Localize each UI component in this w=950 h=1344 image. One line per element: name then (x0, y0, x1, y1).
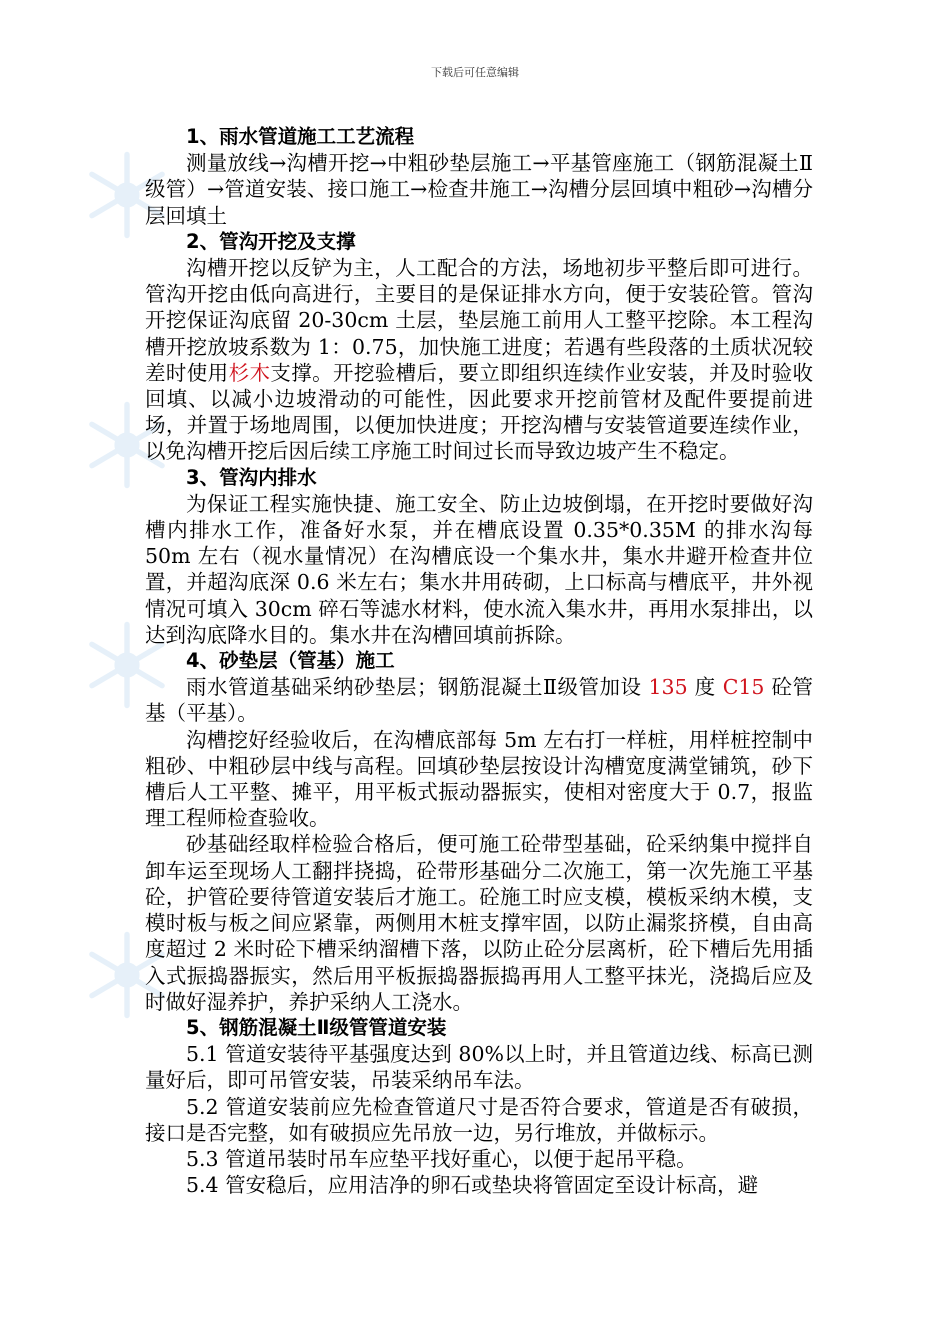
paragraph: 沟槽挖好经验收后，在沟槽底部每 5m 左右打一样桩，用样桩控制中粗砂、中粗砂层中线与高程。回填砂垫层按设计沟槽宽度满堂铺筑，砂下槽后人工平整、摊平，用平板式振动器振实，使相对密度大于 0.7，报监理工程师检查验收。 (145, 727, 813, 831)
paragraph: 5.3 管道吊装时吊车应垫平找好重心，以便于起吊平稳。 (186, 1146, 697, 1171)
text-run: 砼管基（平基）。 (145, 675, 813, 726)
text-run: 支撑。开挖验槽后，要立即组织连续作业安装，并及时验收回填、以减小边坡滑动的可能性，因此要求开挖前管材及配件要提前进场，并置于场地周围，以便加快进度；开挖沟槽与安装管道要连续作业，以免沟槽开挖后因后续工序施工时间过长而导致边坡产生不稳定。 (145, 360, 814, 464)
page-header: 下载后可任意编辑 (431, 66, 519, 79)
paragraph: 5.1 管道安装待平基强度达到 80%以上时，并且管道边线、标高已测量好后，即可吊管安装，吊装采纳吊车法。 (145, 1042, 813, 1093)
text-run: 沟槽开挖以反铲为主，人工配合的方法，场地初步平整后即可进行。管沟开挖由低向高进行，主要目的是保证排水方向，便于安装砼管。管沟开挖保证沟底留 20-30cm 土层，垫层施工前用人工整平挖除。本工程沟槽开挖放坡系数为 1：0.75，加快施工进度；若遇有些段落的土质状况较差时使用 (145, 256, 813, 385)
paragraph: 5.2 管道安装前应先检查管道尺寸是否符合要求，管道是否有破损，接口是否完整，如有破损应先吊放一边，另行堆放，并做标示。 (145, 1094, 813, 1145)
section-heading: 2、管沟开挖及支撑 (186, 229, 356, 253)
section-heading: 5、钢筋混凝土Ⅱ级管管道安装 (186, 1015, 447, 1039)
text-run: 度 (687, 675, 723, 700)
paragraph: 为保证工程实施快捷、施工安全、防止边坡倒塌，在开挖时要做好沟槽内排水工作，准备好水泵，并在槽底设置 0.35*0.35M 的排水沟每 50m 左右（视水量情况）在沟槽底设一个集水井，集水井避开检查井位置，并超沟底深 0.6 米左右；集水井用砖砌，上口标高与槽底平，井外视情况可填入 30cm 碎石等滤水材料，使水流入集水井，再用水泵排出，以达到沟底降水目的。集水井在沟槽回填前拆除。 (145, 491, 813, 647)
paragraph: 测量放线→沟槽开挖→中粗砂垫层施工→平基管座施工（钢筋混凝土Ⅱ级管）→管道安装、接口施工→检查井施工→沟槽分层回填中粗砂→沟槽分层回填土 (145, 151, 813, 228)
paragraph (145, 255, 813, 465)
paragraph: 砂基础经取样检验合格后，便可施工砼带型基础，砼采纳集中搅拌自卸车运至现场人工翻拌挠捣，砼带形基础分二次施工，第一次先施工平基砼，护管砼要待管道安装后才施工。砼施工时应支模，模板采纳木模，支模时板与板之间应紧靠，两侧用木桩支撑牢固，以防止漏浆挤模，自由高度超过 2 米时砼下槽采纳溜槽下落，以防止砼分层离析，砼下槽后先用插入式振捣器振实，然后用平板振捣器振捣再用人工整平抹光，浇捣后应及时做好湿养护，养护采纳人工浇水。 (145, 832, 813, 1014)
section-heading: 3、管沟内排水 (186, 465, 317, 489)
paragraph: 5.4 管安稳后，应用洁净的卵石或垫块将管固定至设计标高，避 (186, 1173, 759, 1198)
paragraph (145, 674, 813, 726)
highlighted-text: C15 (722, 675, 765, 700)
section-heading: 1、雨水管道施工工艺流程 (186, 125, 415, 148)
section-heading: 4、砂垫层（管基）施工 (186, 649, 395, 673)
text-run: 雨水管道基础采纳砂垫层；钢筋混凝土Ⅱ级管加设 (186, 675, 649, 700)
document-body (145, 124, 813, 1198)
highlighted-text: 杉木 (228, 360, 271, 385)
highlighted-text: 135 (648, 675, 688, 700)
